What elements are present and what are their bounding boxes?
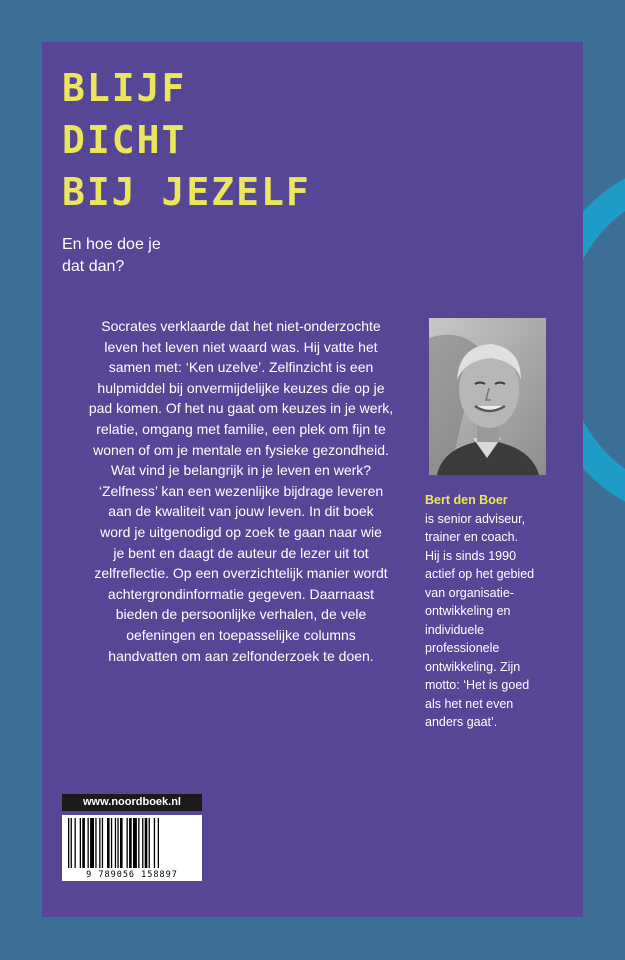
- book-description: [62, 316, 420, 666]
- bio-line: als het net even: [425, 696, 514, 711]
- description-line: relatie, omgang met familie, een plek om fijn te: [96, 420, 386, 437]
- bio-line: trainer en coach.: [425, 530, 519, 544]
- title-line-1: BLIJF: [62, 66, 187, 110]
- description-line: samen met: ‘Ken uzelve’. Zelfinzicht is een: [108, 359, 374, 376]
- description-line: Socrates verklaarde dat het niet-onderzochte: [101, 318, 381, 334]
- title-line-3: BIJ JEZELF: [62, 170, 311, 214]
- bio-line: professionele: [425, 641, 500, 655]
- isbn-number: 9 789056 158897: [86, 870, 178, 880]
- author-bio: [425, 491, 575, 732]
- description-line: handvatten om aan zelfonderzoek te doen.: [108, 647, 374, 664]
- author-name: Bert den Boer: [425, 493, 508, 507]
- description-line: Wat vind je belangrijk in je leven en werk?: [110, 462, 372, 479]
- subtitle-line-1: En hoe doe je: [62, 236, 161, 253]
- description-line: leven het leven niet waard was. Hij vatte het: [104, 338, 378, 355]
- title-line-2: DICHT: [62, 118, 187, 162]
- description-line: hulpmiddel bij onvermijdelijke keuzes die op je: [97, 379, 385, 396]
- bio-line: is senior adviseur,: [425, 511, 526, 526]
- publisher-website: www.noordboek.nl: [62, 794, 202, 811]
- description-line: oefeningen en toepasselijke columns: [126, 626, 356, 643]
- bio-line: anders gaat’.: [425, 715, 498, 729]
- description-line: aan de kwaliteit van jouw leven. In dit boek: [108, 503, 374, 520]
- bio-line: Hij is sinds 1990: [425, 548, 517, 563]
- author-photo: [429, 318, 546, 475]
- isbn-barcode: [62, 815, 202, 881]
- description-line: bieden de persoonlijke verhalen, de vele: [115, 606, 367, 623]
- bio-line: motto: ‘Het is goed: [425, 678, 530, 692]
- bio-line: actief op het gebied: [425, 567, 535, 581]
- description-line: ‘Zelfness’ kan een wezenlijke bijdrage leveren: [98, 482, 384, 499]
- bio-line: ontwikkeling en: [425, 604, 511, 618]
- bio-line: van organisatie-: [425, 585, 514, 600]
- description-line: achtergrondinformatie gegeven. Daarnaast: [107, 585, 375, 602]
- description-line: wonen of om je mentale en fysieke gezondheid.: [93, 441, 389, 458]
- description-line: je bent en daagt de auteur de lezer uit tot: [113, 544, 369, 561]
- barcode-area: [62, 794, 202, 881]
- description-line: word je uitgenodigd op zoek te gaan naar wie: [100, 523, 382, 540]
- description-line: zelfreflectie. Op een overzichtelijk manier wordt: [94, 565, 388, 582]
- book-title: [62, 62, 311, 218]
- subtitle-line-2: dat dan?: [62, 258, 125, 275]
- author-portrait-icon: [429, 318, 546, 475]
- barcode-bars-icon: [68, 818, 196, 868]
- book-back-cover: [42, 42, 583, 917]
- description-line: pad komen. Of het nu gaat om keuzes in je werk,: [88, 400, 394, 417]
- book-subtitle: [62, 234, 322, 278]
- bio-line: ontwikkeling. Zijn: [425, 659, 521, 674]
- bio-line: individuele: [425, 622, 485, 637]
